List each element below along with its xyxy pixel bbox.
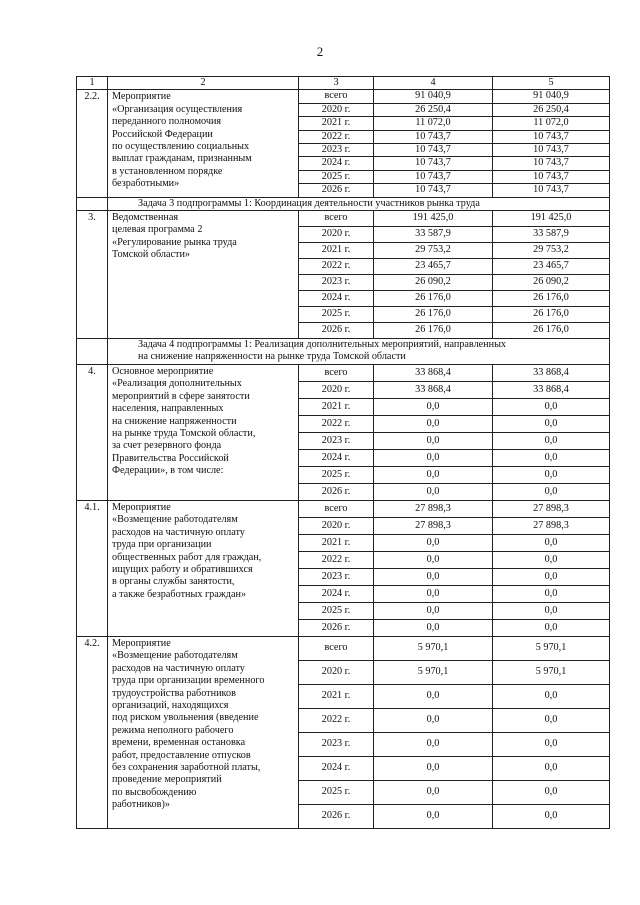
value-col4-cell: 0,0 <box>374 619 493 636</box>
value-col5-cell: 26 176,0 <box>493 291 610 307</box>
value-col5-cell: 0,0 <box>493 432 610 449</box>
item-description <box>108 364 299 500</box>
task-row <box>77 197 610 210</box>
value-col4-cell: 23 465,7 <box>374 259 493 275</box>
year-cell: всего <box>299 364 374 381</box>
value-col4-cell: 5 970,1 <box>374 660 493 684</box>
value-col4-cell: 26 176,0 <box>374 323 493 339</box>
header-cell: 4 <box>374 77 493 90</box>
year-cell: 2025 г. <box>299 170 374 183</box>
value-col5-cell: 91 040,9 <box>493 90 610 103</box>
item-number: 2.2. <box>77 90 108 197</box>
year-cell: всего <box>299 90 374 103</box>
value-col4-cell: 0,0 <box>374 732 493 756</box>
description-line: под риском увольнения (введение <box>112 712 259 724</box>
value-col5-cell: 0,0 <box>493 585 610 602</box>
description-line: «Реализация дополнительных <box>112 378 242 390</box>
value-col5-cell: 0,0 <box>493 684 610 708</box>
year-cell: 2022 г. <box>299 708 374 732</box>
description-line: населения, направленных <box>112 403 224 415</box>
year-cell: 2025 г. <box>299 307 374 323</box>
value-col4-cell: 0,0 <box>374 602 493 619</box>
year-cell: 2020 г. <box>299 227 374 243</box>
value-col5-cell: 10 743,7 <box>493 130 610 143</box>
year-cell: 2024 г. <box>299 756 374 780</box>
description-line: в установленном порядке <box>112 165 223 177</box>
year-cell: 2024 г. <box>299 291 374 307</box>
value-col5-cell: 29 753,2 <box>493 243 610 259</box>
description-line: проведение мероприятий <box>112 774 222 786</box>
description-line: Мероприятие <box>112 91 171 103</box>
value-col5-cell: 33 587,9 <box>493 227 610 243</box>
year-cell: всего <box>299 636 374 660</box>
value-col5-cell: 0,0 <box>493 568 610 585</box>
value-col4-cell: 191 425,0 <box>374 211 493 227</box>
year-cell: 2021 г. <box>299 243 374 259</box>
value-col5-cell: 0,0 <box>493 449 610 466</box>
year-cell: 2026 г. <box>299 323 374 339</box>
value-col5-cell: 0,0 <box>493 756 610 780</box>
year-cell: 2023 г. <box>299 275 374 291</box>
value-col5-cell: 33 868,4 <box>493 364 610 381</box>
value-col4-cell: 26 090,2 <box>374 275 493 291</box>
value-col5-cell: 0,0 <box>493 804 610 828</box>
year-cell: 2023 г. <box>299 432 374 449</box>
item-number: 3. <box>77 211 108 339</box>
header-cell: 3 <box>299 77 374 90</box>
year-cell: всего <box>299 500 374 517</box>
year-cell: 2020 г. <box>299 517 374 534</box>
description-line: «Регулирование рынка труда <box>112 236 237 248</box>
value-col5-cell: 10 743,7 <box>493 184 610 197</box>
value-col4-cell: 0,0 <box>374 398 493 415</box>
value-col4-cell: 26 176,0 <box>374 291 493 307</box>
value-col5-cell: 0,0 <box>493 534 610 551</box>
description-line: по высвобождению <box>112 786 197 798</box>
value-col4-cell: 29 753,2 <box>374 243 493 259</box>
value-col4-cell: 0,0 <box>374 780 493 804</box>
year-cell: 2022 г. <box>299 130 374 143</box>
description-line: Федерации», в том числе: <box>112 465 224 477</box>
value-col4-cell: 0,0 <box>374 585 493 602</box>
table-row <box>77 364 610 381</box>
task-row <box>77 339 610 365</box>
value-col4-cell: 5 970,1 <box>374 636 493 660</box>
description-line: организаций, находящихся <box>112 699 229 711</box>
item-number: 4.1. <box>77 500 108 636</box>
year-cell: 2026 г. <box>299 483 374 500</box>
year-cell: 2023 г. <box>299 732 374 756</box>
value-col5-cell: 10 743,7 <box>493 157 610 170</box>
value-col4-cell: 10 743,7 <box>374 144 493 157</box>
item-description <box>108 500 299 636</box>
value-col4-cell: 0,0 <box>374 568 493 585</box>
year-cell: 2020 г. <box>299 660 374 684</box>
description-line: Мероприятие <box>112 637 171 649</box>
value-col5-cell: 0,0 <box>493 780 610 804</box>
item-description <box>108 211 299 339</box>
value-col5-cell: 0,0 <box>493 708 610 732</box>
value-col4-cell: 33 868,4 <box>374 381 493 398</box>
description-line: мероприятий в сфере занятости <box>112 390 250 402</box>
value-col5-cell: 33 868,4 <box>493 381 610 398</box>
year-cell: 2023 г. <box>299 568 374 585</box>
value-col5-cell: 0,0 <box>493 732 610 756</box>
description-line: ищущих работу и обратившихся <box>112 563 253 575</box>
value-col4-cell: 0,0 <box>374 551 493 568</box>
year-cell: 2022 г. <box>299 551 374 568</box>
value-col4-cell: 0,0 <box>374 466 493 483</box>
year-cell: 2023 г. <box>299 144 374 157</box>
item-number: 4.2. <box>77 636 108 828</box>
value-col4-cell: 0,0 <box>374 449 493 466</box>
value-col5-cell: 10 743,7 <box>493 144 610 157</box>
description-line: общественных работ для граждан, <box>112 551 262 563</box>
value-col4-cell: 33 587,9 <box>374 227 493 243</box>
header-cell: 5 <box>493 77 610 90</box>
year-cell: 2026 г. <box>299 804 374 828</box>
description-line: труда при организации временного <box>112 675 265 687</box>
description-line: Правительства Российской <box>112 452 229 464</box>
description-line: «Возмещение работодателям <box>112 650 238 662</box>
value-col4-cell: 33 868,4 <box>374 364 493 381</box>
description-line: за счет резервного фонда <box>112 440 222 452</box>
value-col4-cell: 10 743,7 <box>374 157 493 170</box>
value-col4-cell: 26 176,0 <box>374 307 493 323</box>
value-col4-cell: 91 040,9 <box>374 90 493 103</box>
description-line: режима неполного рабочего <box>112 724 234 736</box>
year-cell: 2020 г. <box>299 381 374 398</box>
value-col4-cell: 0,0 <box>374 534 493 551</box>
year-cell: 2026 г. <box>299 184 374 197</box>
value-col4-cell: 0,0 <box>374 804 493 828</box>
value-col5-cell: 26 176,0 <box>493 307 610 323</box>
table-row <box>77 90 610 103</box>
year-cell: всего <box>299 211 374 227</box>
description-line: безработными» <box>112 178 180 190</box>
year-cell: 2024 г. <box>299 585 374 602</box>
year-cell: 2025 г. <box>299 466 374 483</box>
year-cell: 2021 г. <box>299 684 374 708</box>
value-col5-cell: 23 465,7 <box>493 259 610 275</box>
year-cell: 2024 г. <box>299 157 374 170</box>
program-table <box>76 76 610 829</box>
task-line: на снижение напряженности на рынке труда Томской области <box>138 351 406 363</box>
description-line: Мероприятие <box>112 501 171 513</box>
value-col5-cell: 0,0 <box>493 398 610 415</box>
header-cell: 2 <box>108 77 299 90</box>
header-cell: 1 <box>77 77 108 90</box>
year-cell: 2021 г. <box>299 398 374 415</box>
page-number: 2 <box>316 44 324 59</box>
description-line: труда при организации <box>112 539 212 551</box>
year-cell: 2021 г. <box>299 534 374 551</box>
year-cell: 2024 г. <box>299 449 374 466</box>
value-col5-cell: 0,0 <box>493 551 610 568</box>
description-line: в органы службы занятости, <box>112 576 235 588</box>
task-num-cell <box>77 339 108 365</box>
item-description <box>108 636 299 828</box>
task-line: Задача 4 подпрограммы 1: Реализация дополнительных мероприятий, направленных <box>138 339 507 351</box>
task-line: Задача 3 подпрограммы 1: Координация деятельности участников рынка труда <box>138 197 480 209</box>
year-cell: 2025 г. <box>299 780 374 804</box>
description-line: выплат гражданам, признанным <box>112 153 252 165</box>
description-line: Российской Федерации <box>112 128 213 140</box>
value-col5-cell: 26 250,4 <box>493 103 610 116</box>
description-line: Основное мероприятие <box>112 365 214 377</box>
value-col4-cell: 0,0 <box>374 432 493 449</box>
value-col4-cell: 10 743,7 <box>374 170 493 183</box>
year-cell: 2022 г. <box>299 415 374 432</box>
task-num-cell <box>77 197 108 210</box>
table-row <box>77 636 610 660</box>
year-cell: 2026 г. <box>299 619 374 636</box>
value-col5-cell: 26 176,0 <box>493 323 610 339</box>
year-cell: 2021 г. <box>299 117 374 130</box>
description-line: по осуществлению социальных <box>112 141 250 153</box>
description-line: работ, предоставление отпусков <box>112 749 251 761</box>
description-line: без сохранения заработной платы, <box>112 761 261 773</box>
header-row <box>77 77 610 90</box>
description-line: времени, временная остановка <box>112 737 246 749</box>
year-cell: 2022 г. <box>299 259 374 275</box>
table-row <box>77 500 610 517</box>
value-col5-cell: 5 970,1 <box>493 636 610 660</box>
description-line: на рынке труда Томской области, <box>112 427 256 439</box>
description-line: целевая программа 2 <box>112 224 203 236</box>
value-col5-cell: 0,0 <box>493 483 610 500</box>
year-cell: 2025 г. <box>299 602 374 619</box>
value-col5-cell: 26 090,2 <box>493 275 610 291</box>
description-line: расходов на частичную оплату <box>112 662 245 674</box>
value-col4-cell: 0,0 <box>374 415 493 432</box>
value-col5-cell: 27 898,3 <box>493 500 610 517</box>
value-col5-cell: 11 072,0 <box>493 117 610 130</box>
task-title <box>108 197 610 210</box>
value-col5-cell: 10 743,7 <box>493 170 610 183</box>
value-col5-cell: 0,0 <box>493 619 610 636</box>
value-col4-cell: 26 250,4 <box>374 103 493 116</box>
value-col5-cell: 0,0 <box>493 415 610 432</box>
description-line: Ведомственная <box>112 212 179 224</box>
value-col5-cell: 0,0 <box>493 602 610 619</box>
description-line: переданного полномочия <box>112 116 222 128</box>
value-col4-cell: 0,0 <box>374 756 493 780</box>
description-line: «Возмещение работодателям <box>112 514 238 526</box>
task-title <box>108 339 610 365</box>
item-description <box>108 90 299 197</box>
value-col4-cell: 11 072,0 <box>374 117 493 130</box>
description-line: трудоустройства работников <box>112 687 236 699</box>
value-col4-cell: 27 898,3 <box>374 517 493 534</box>
item-number: 4. <box>77 364 108 500</box>
value-col5-cell: 191 425,0 <box>493 211 610 227</box>
value-col4-cell: 27 898,3 <box>374 500 493 517</box>
value-col5-cell: 0,0 <box>493 466 610 483</box>
description-line: «Организация осуществления <box>112 103 243 115</box>
value-col4-cell: 0,0 <box>374 684 493 708</box>
value-col4-cell: 10 743,7 <box>374 184 493 197</box>
description-line: а также безработных граждан» <box>112 588 247 600</box>
value-col4-cell: 0,0 <box>374 708 493 732</box>
description-line: работников)» <box>112 799 170 811</box>
value-col5-cell: 27 898,3 <box>493 517 610 534</box>
value-col5-cell: 5 970,1 <box>493 660 610 684</box>
year-cell: 2020 г. <box>299 103 374 116</box>
description-line: на снижение напряженности <box>112 415 237 427</box>
description-line: Томской области» <box>112 249 190 261</box>
table-row <box>77 211 610 227</box>
value-col4-cell: 10 743,7 <box>374 130 493 143</box>
description-line: расходов на частичную оплату <box>112 526 245 538</box>
value-col4-cell: 0,0 <box>374 483 493 500</box>
